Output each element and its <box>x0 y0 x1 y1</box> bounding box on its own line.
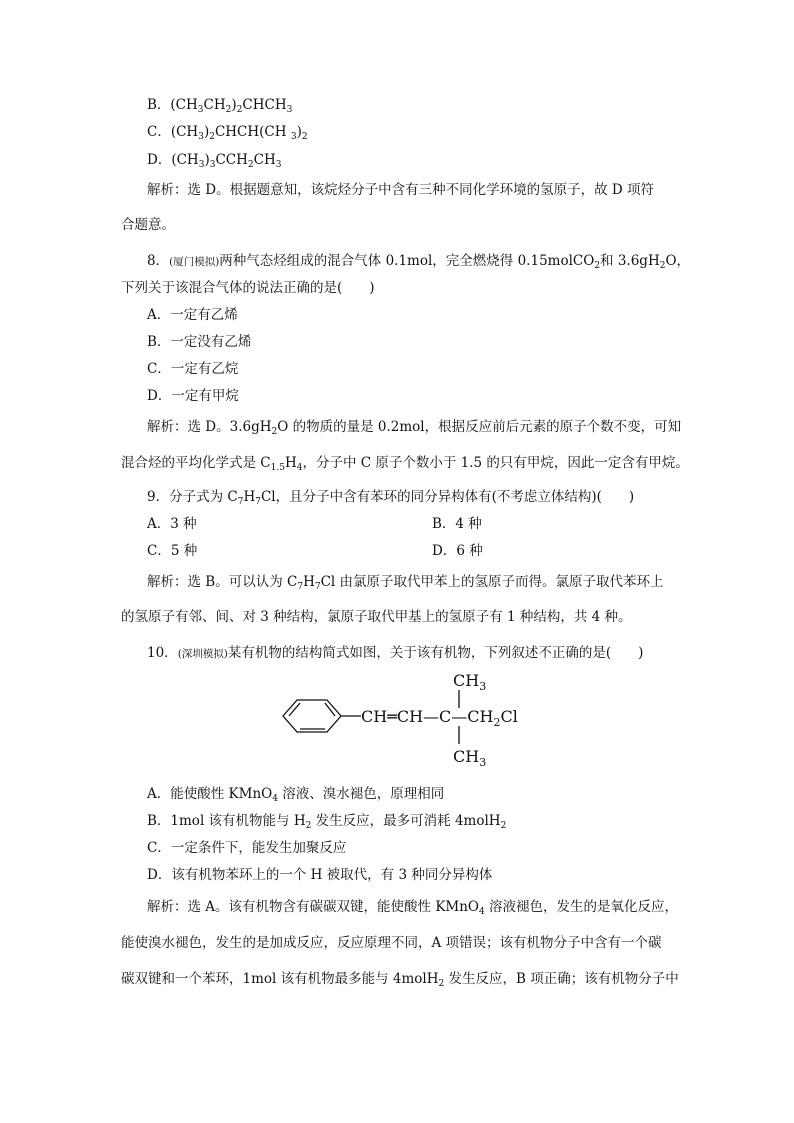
q10-source: (深圳模拟) <box>177 648 228 660</box>
q10-analysis-line1: 解析：选 A。该有机物含有碳碳双键，能使酸性 KMnO$_4$ 溶液褪色，发生的是氧化反应， <box>147 899 679 917</box>
q7-option-b: B．$(CH_3CH_2)_2CHCH_3$ <box>147 97 293 115</box>
q7-option-d: D．$(CH_3)_3CCH_2CH_3$ <box>147 152 282 170</box>
q8-analysis-line1: 解析：选 D。$3.6gH_2O$ 的物质的量是 0.2mol，根据反应前后元素的原子个数不变，可知 <box>147 419 682 437</box>
q8-source: (厦门模拟) <box>169 256 220 268</box>
q10-option-a: A．能使酸性 KMnO$_4$ 溶液、溴水褪色，原理相同 <box>147 786 445 804</box>
q8-stem-line1: 8．(厦门模拟)两种气态烃组成的混合气体 0.1mol，完全燃烧得 0.15molCO$_2$和 $3.6gH_2O$， <box>147 253 691 271</box>
q10-option-d: D．该有机物苯环上的一个 H 被取代，有 3 种同分异构体 <box>147 867 493 883</box>
q10-option-b: B．1mol 该有机物能与 $H_2$ 发生反应，最多可消耗 4molH$_2$ <box>147 813 507 831</box>
q10-structure-diagram <box>275 666 565 778</box>
q7-analysis-line1: 解析：选 D。根据题意知，该烷烃分子中含有三种不同化学环境的氢原子，故 D 项符 <box>147 182 655 198</box>
bottom-methyl: $CH_3$ <box>453 747 487 769</box>
q8-analysis-line2: 混合烃的平均化学式是 $C_{1.5}H_4$，分子中 C 原子个数小于 1.5 的只有甲烷，因此一定含有甲烷。 <box>121 455 689 473</box>
q10-analysis-line3: 碳双键和一个苯环，1mol 该有机物最多能与 4molH$_2$ 发生反应，B 项正确；该有机物分子中 <box>121 971 679 989</box>
chain-text: $CH═CH—C—CH_2Cl$ <box>361 707 518 729</box>
q8-option-d: D．一定有甲烷 <box>147 388 239 404</box>
q10-stem: 10．(深圳模拟)某有机物的结构简式如图，关于该有机物，下列叙述不正确的是( ) <box>147 645 644 661</box>
q10-analysis-line2: 能使溴水褪色，发生的是加成反应，反应原理不同，A 项错误；该有机物分子中含有一个碳 <box>121 935 662 951</box>
q9-analysis-line2: 的氢原子有邻、间、对 3 种结构，氯原子取代甲基上的氢原子有 1 种结构，共 4 种。 <box>121 609 632 625</box>
q9-analysis-line1: 解析：选 B。可以认为 $C_7H_7Cl$ 由氯原子取代甲苯上的氢原子而得。氯原子取代苯环上 <box>147 574 664 592</box>
q8-option-a: A．一定有乙烯 <box>147 307 238 323</box>
top-methyl: $CH_3$ <box>453 671 487 693</box>
q10-option-c: C．一定条件下，能发生加聚反应 <box>147 840 347 856</box>
q9-stem: 9．分子式为 $C_7H_7Cl$，且分子中含有苯环的同分异构体有(不考虑立体结构)( ) <box>147 489 635 507</box>
q9-option-a: A．3 种 <box>147 516 197 532</box>
q9-option-d: D．6 种 <box>432 543 483 559</box>
q8-option-b: B．一定没有乙烯 <box>147 334 252 350</box>
q7-analysis-line2: 合题意。 <box>121 217 175 233</box>
q9-option-b: B．4 种 <box>432 516 482 532</box>
q8-option-c: C．一定有乙烷 <box>147 361 239 377</box>
q9-option-c: C．5 种 <box>147 543 198 559</box>
q7-option-c: C．$(CH_3)_2CHCH(CH$ $_3)_2$ <box>147 124 308 142</box>
benzene-ring <box>283 700 361 732</box>
q8-stem-line2: 下列关于该混合气体的说法正确的是( ) <box>121 280 375 296</box>
